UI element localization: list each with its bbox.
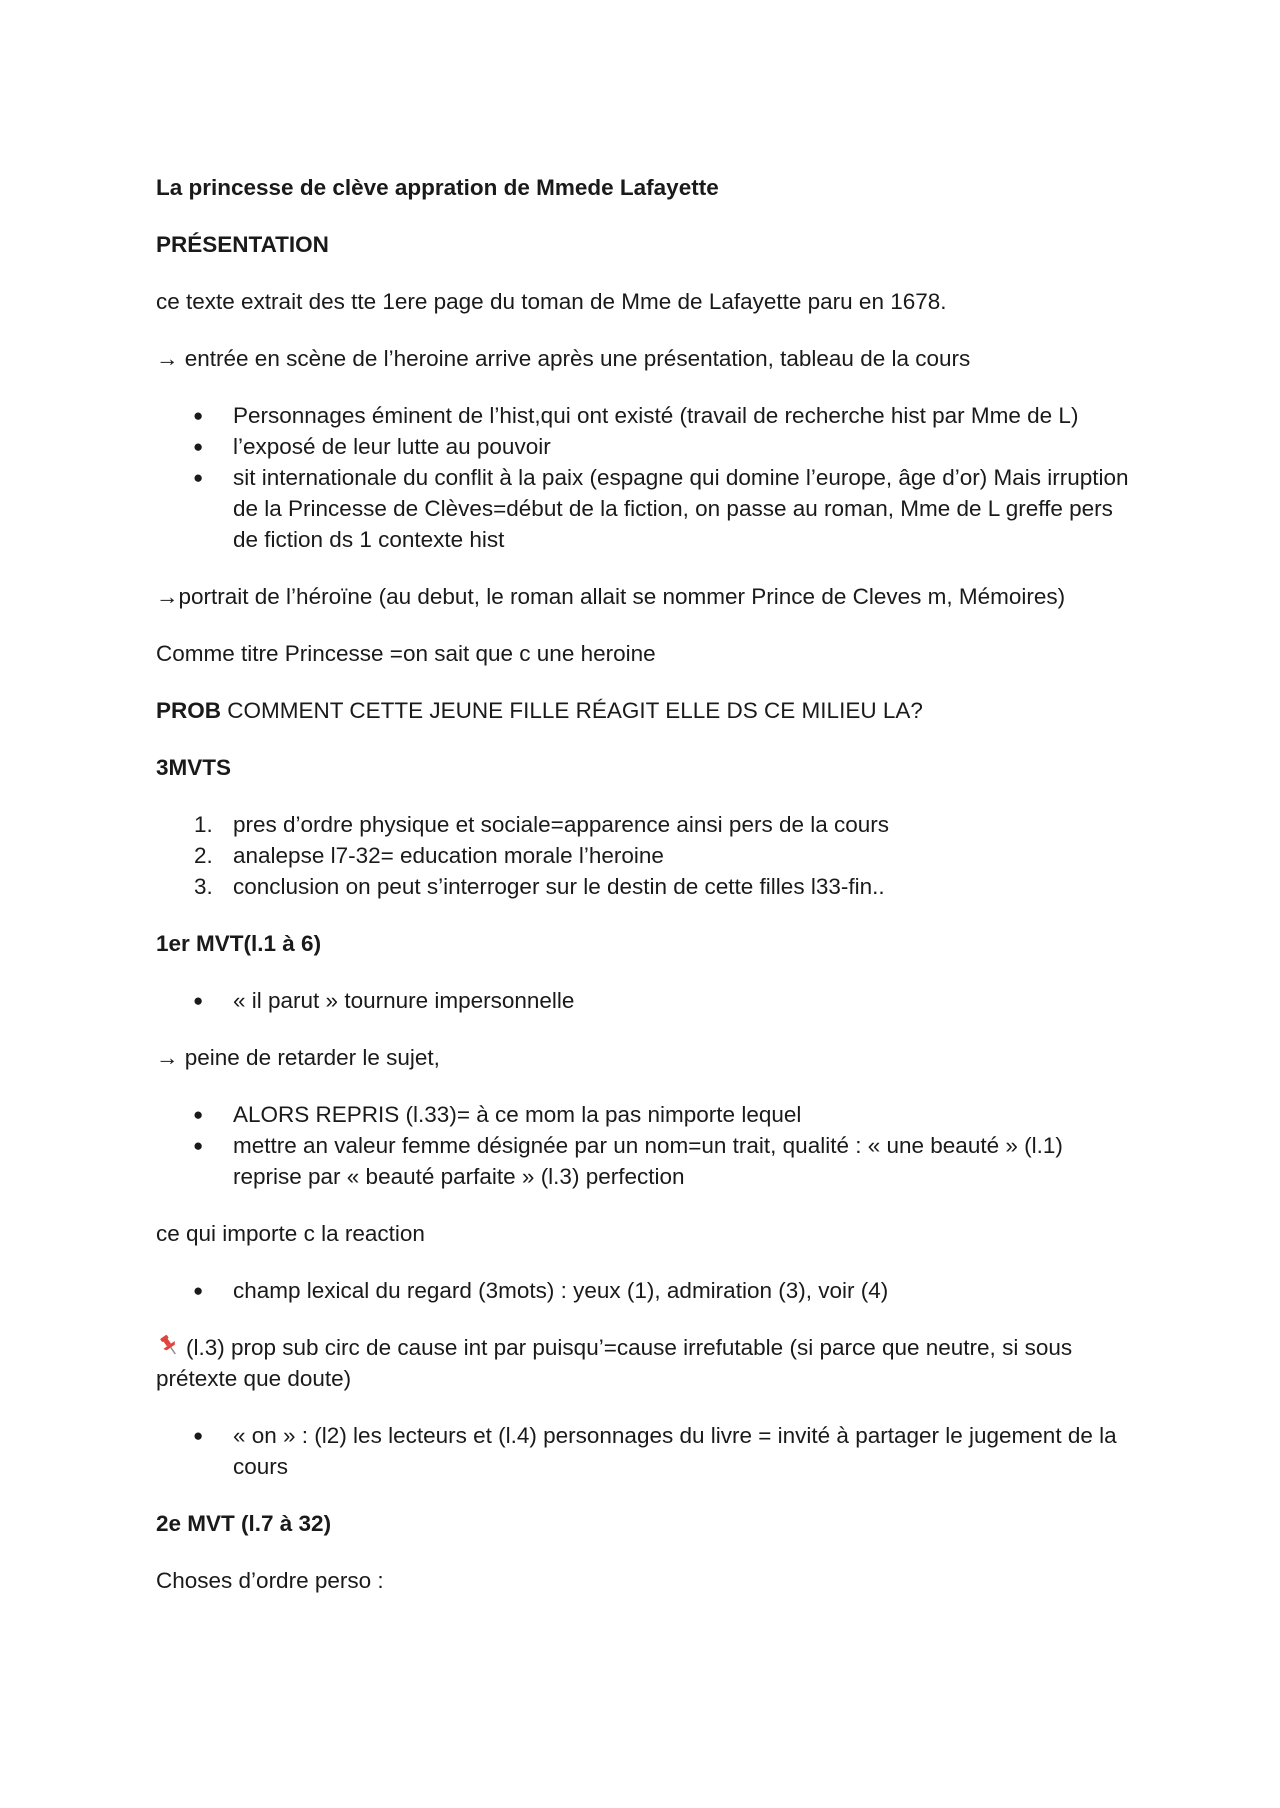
list-text: analepse l7-32= education morale l’heroine [233,843,664,868]
pushpin-icon [156,1332,186,1363]
list-number: 3. [194,874,213,899]
list-item: ● « il parut » tournure impersonnelle [156,985,1136,1016]
bullet-list-1 [156,400,1136,555]
list-number: 1. [194,812,213,837]
reaction-line: ce qui importe c la reaction [156,1221,425,1246]
presentation-heading: PRÉSENTATION [156,232,329,257]
mvts-list [156,809,1136,902]
list-item [156,809,1136,840]
mvts-heading: 3MVTS [156,755,232,780]
list-number: 2. [194,843,213,868]
document-title: La princesse de clève appration de Mmede Lafayette [156,175,719,200]
document-page [156,172,1136,1622]
mvt1-heading: 1er MVT(l.1 à 6) [156,931,322,956]
bullet-list-2 [156,1099,1136,1192]
problematique [156,695,1136,726]
list-item: ● champ lexical du regard (3mots) : yeux (1), admiration (3), voir (4) [156,1275,1136,1306]
arrow-line-2: →portrait de l’héroïne (au debut, le roman allait se nommer Prince de Cleves m, Mémoires) [156,584,1066,609]
bullet-list-3 [156,1275,1136,1306]
last-line: Choses d’ordre perso : [156,1568,384,1593]
list-text: conclusion on peut s’interroger sur le destin de cette filles l33-fin.. [233,874,885,899]
list-item: ● Personnages éminent de l’hist,qui ont existé (travail de recherche hist par Mme de L) [156,400,1136,431]
list-item: ● l’exposé de leur lutte au pouvoir [156,431,1136,462]
list-item [156,871,1136,902]
list-item: ● mettre an valeur femme désignée par un nom=un trait, qualité : « une beauté » (l.1) reprise par « beauté parfaite » (l.3) perfection [156,1130,1136,1192]
list-item: ● « on » : (l2) les lecteurs et (l.4) personnages du livre = invité à partager le jugement de la cours [156,1420,1136,1482]
title-line: Comme titre Princesse =on sait que c une heroine [156,641,656,666]
pin-note [156,1332,1136,1394]
arrow-line-1: → entrée en scène de l’heroine arrive après une présentation, tableau de la cours [156,346,971,371]
pin-note-text: (l.3) prop sub circ de cause int par puisqu’=cause irrefutable (si parce que neutre, si sous prétexte que doute) [156,1335,1073,1391]
mvt1-bullets [156,985,1136,1016]
mvt2-heading: 2e MVT (l.7 à 32) [156,1511,332,1536]
bullet-list-4 [156,1420,1136,1482]
list-item [156,840,1136,871]
prob-label: PROB [156,698,222,723]
list-item: ● ALORS REPRIS (l.33)= à ce mom la pas nimporte lequel [156,1099,1136,1130]
list-text: pres d’ordre physique et sociale=apparence ainsi pers de la cours [233,812,890,837]
prob-text: COMMENT CETTE JEUNE FILLE RÉAGIT ELLE DS CE MILIEU LA? [221,698,923,723]
list-item: ● sit internationale du conflit à la paix (espagne qui domine l’europe, âge d’or) Mais irruption de la Princesse de Clèves=début de la fiction, on passe au roman, Mme de L greffe pers de fiction ds 1 contexte hist [156,462,1136,555]
arrow-line-3: → peine de retarder le sujet, [156,1045,440,1070]
intro-paragraph: ce texte extrait des tte 1ere page du toman de Mme de Lafayette paru en 1678. [156,289,947,314]
